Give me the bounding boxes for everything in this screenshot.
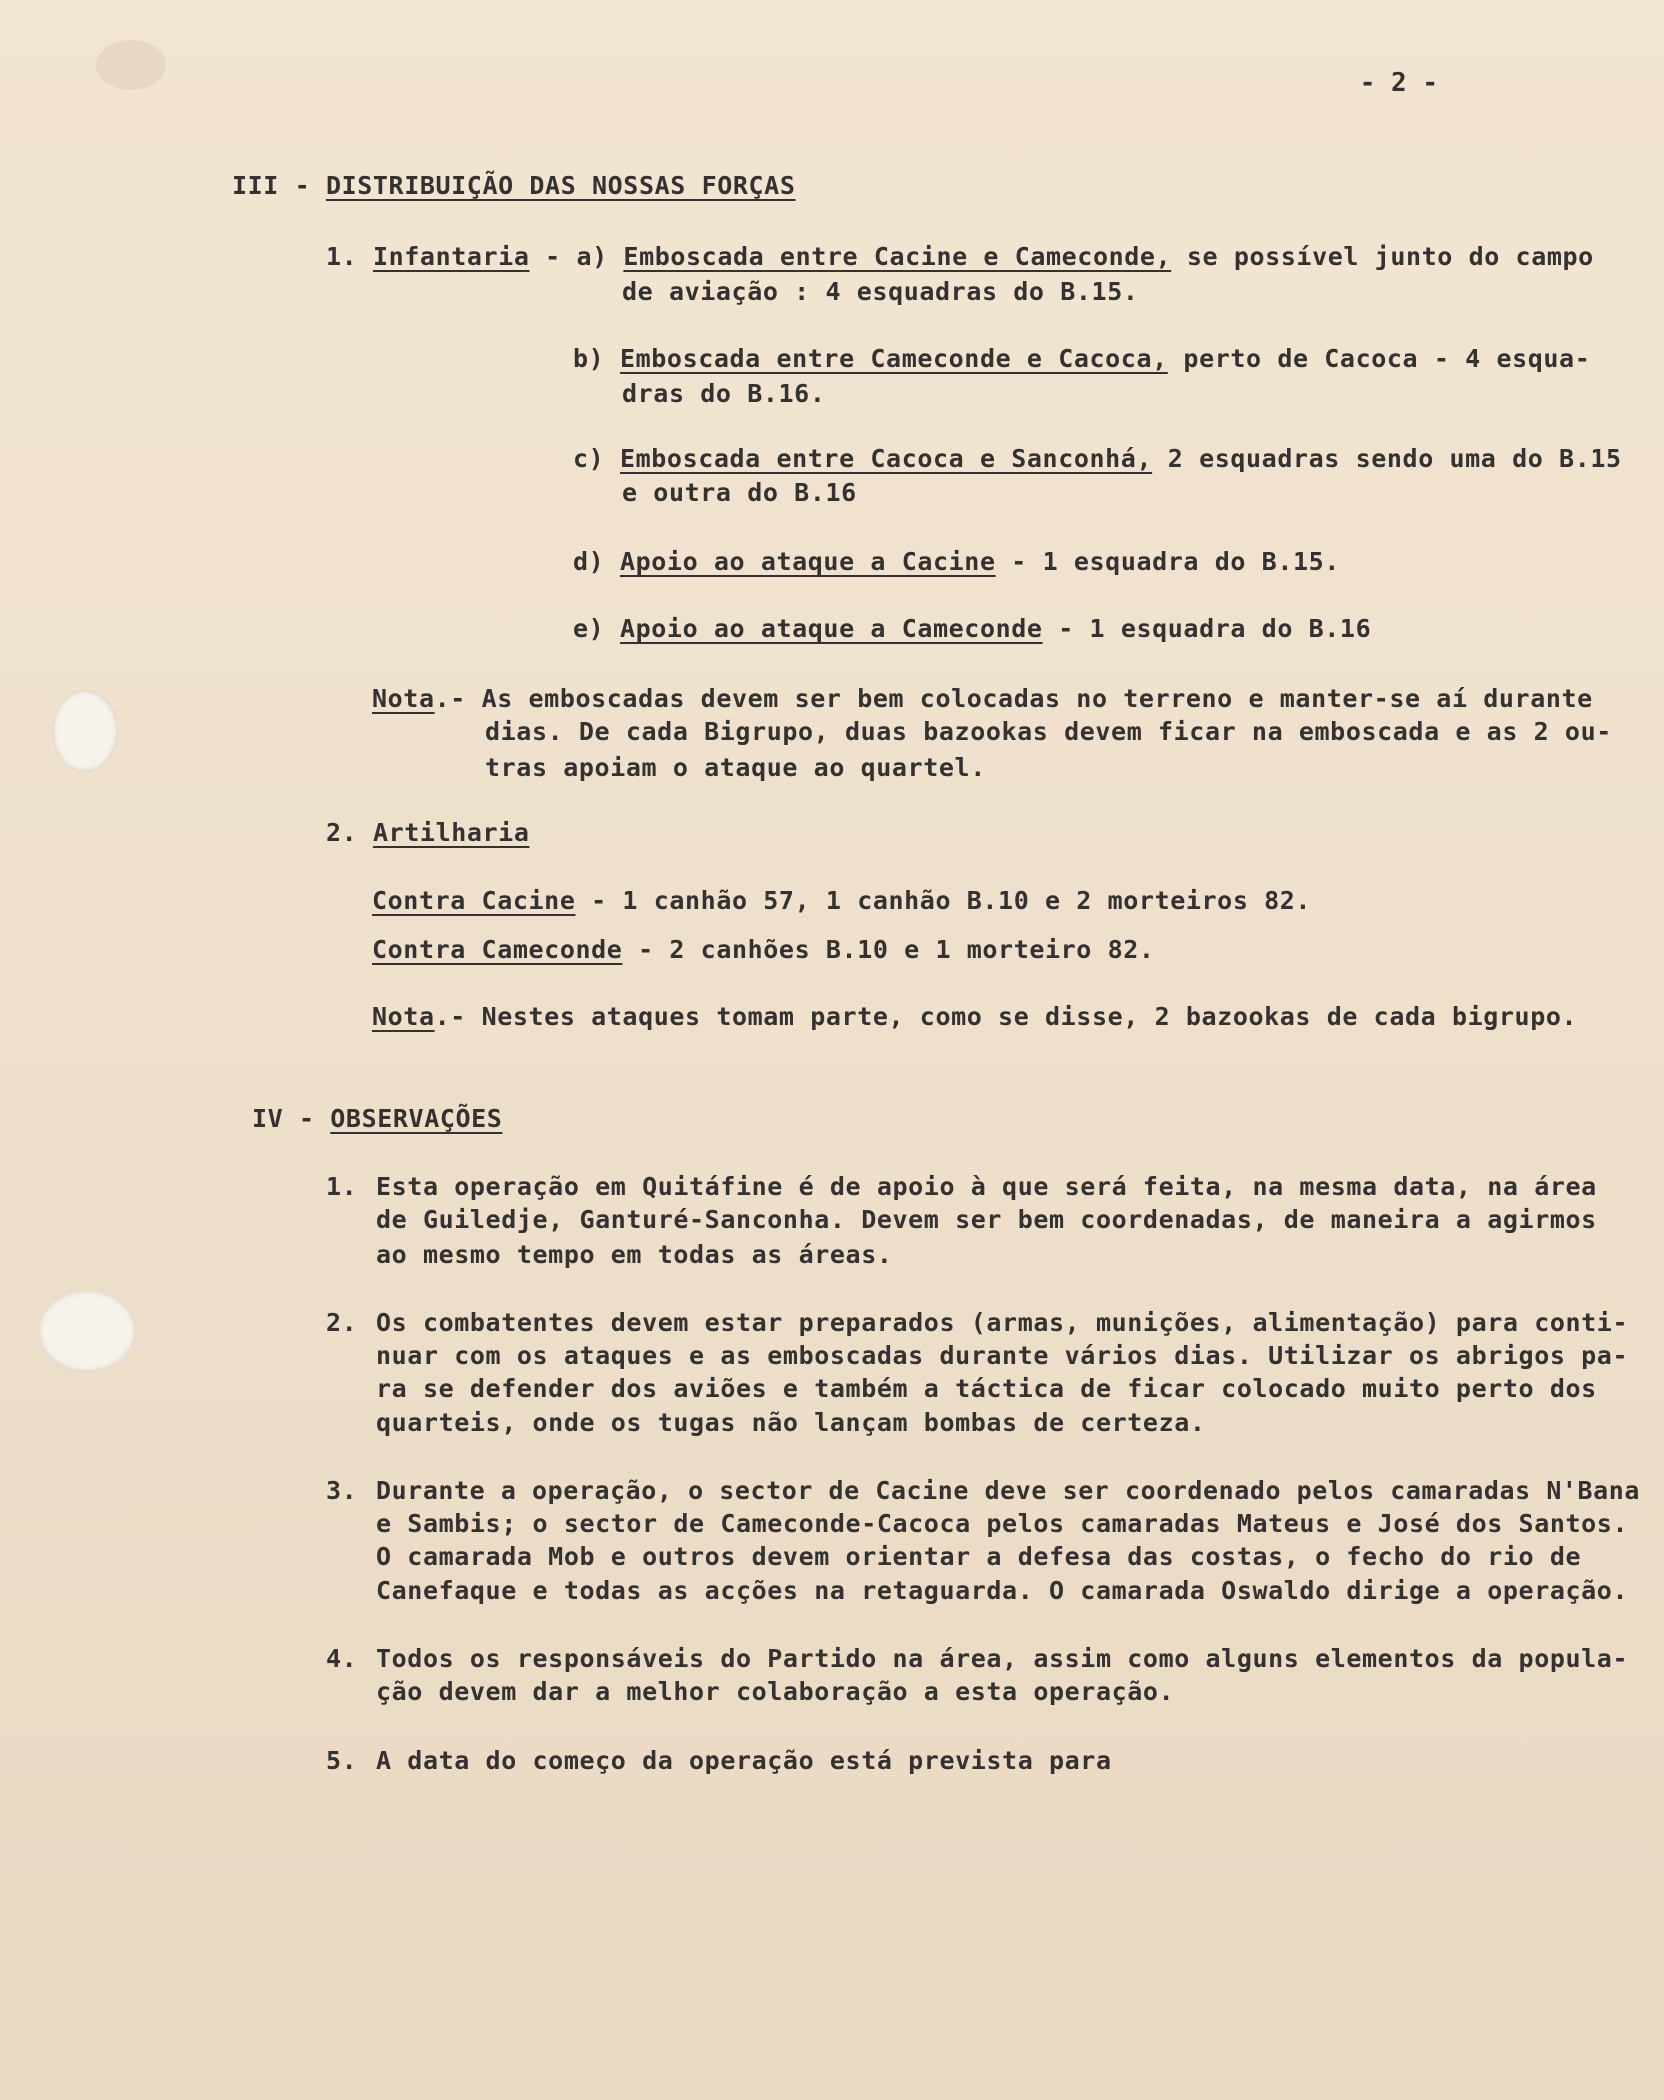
punched-hole-bottom	[38, 1290, 136, 1372]
infantaria-line-a2: de aviação : 4 esquadras do B.15.	[622, 277, 1139, 306]
infantaria-line-c2: e outra do B.16	[622, 478, 857, 507]
item-number: 2.	[326, 818, 358, 847]
artilharia-cacine	[372, 888, 1311, 913]
contra-cacine-text: - 1 canhão 57, 1 canhão B.10 e 2 morteiros 82.	[575, 886, 1312, 915]
item-e-title: Apoio ao ataque a Cameconde	[619, 614, 1043, 643]
section-3-numeral: III	[232, 171, 279, 200]
artilharia-cameconde	[372, 937, 1155, 962]
obs-item-5-line: A data do começo da operação está prevista para	[376, 1746, 1112, 1775]
item-a-title: Emboscada entre Cacine e Cameconde,	[623, 242, 1172, 271]
obs-item-3-number: 3.	[326, 1476, 358, 1505]
item-d-text: - 1 esquadra do B.15.	[995, 547, 1340, 576]
infantaria-nota-line-2: dias. De cada Bigrupo, duas bazookas devem ficar na emboscada e as 2 ou-	[485, 717, 1612, 746]
artilharia-nota	[372, 1004, 1577, 1029]
obs-item-1-line: Esta operação em Quitáfine é de apoio à que será feita, na mesma data, na área	[376, 1172, 1597, 1201]
section-4-numeral: IV	[252, 1104, 284, 1133]
section-3-title: DISTRIBUIÇÃO DAS NOSSAS FORÇAS	[325, 171, 796, 200]
infantaria-line-b1	[573, 346, 1590, 371]
obs-item-2-line: quarteis, onde os tugas não lançam bombas de certeza.	[376, 1408, 1206, 1437]
item-c-text: 2 esquadras sendo uma do B.15	[1152, 444, 1622, 473]
obs-item-1-line: de Guiledje, Ganturé-Sanconha. Devem ser bem coordenadas, de maneira a agirmos	[376, 1205, 1597, 1234]
infantaria-line-c1	[573, 446, 1622, 471]
infantaria-line-b2: dras do B.16.	[622, 379, 826, 408]
infantaria-nota-line-3: tras apoiam o ataque ao quartel.	[485, 753, 986, 782]
item-letter: c)	[573, 444, 605, 473]
item-letter: d)	[573, 547, 605, 576]
nota-label: Nota	[372, 1002, 435, 1031]
infantaria-label: Infantaria	[372, 242, 530, 271]
item-number: 1.	[326, 242, 358, 271]
contra-cacine-label: Contra Cacine	[372, 886, 576, 915]
obs-item-3-line: Durante a operação, o sector de Cacine deve ser coordenado pelos camaradas N'Bana	[376, 1476, 1640, 1505]
obs-item-1-line: ao mesmo tempo em todas as áreas.	[376, 1240, 893, 1269]
obs-item-4-line: ção devem dar a melhor colaboração a esta operação.	[376, 1677, 1175, 1706]
item-a-text: se possível junto do campo	[1171, 242, 1594, 271]
infantaria-line-e	[573, 616, 1371, 641]
obs-item-1-number: 1.	[326, 1172, 358, 1201]
section-4-heading: IV - OBSERVAÇÕES	[252, 1104, 503, 1133]
obs-item-3-line: O camarada Mob e outros devem orientar a defesa das costas, o fecho do rio de	[376, 1542, 1582, 1571]
item-letter: a)	[576, 242, 608, 271]
contra-cameconde-text: - 2 canhões B.10 e 1 morteiro 82.	[622, 935, 1155, 964]
contra-cameconde-label: Contra Cameconde	[372, 935, 623, 964]
section-4-title: OBSERVAÇÕES	[330, 1104, 503, 1133]
infantaria-line-a1: 1. Infantaria - a) Emboscada entre Cacine e Cameconde, se possível junto do campo	[326, 242, 1594, 271]
item-d-title: Apoio ao ataque a Cacine	[619, 547, 996, 576]
obs-item-5-number: 5.	[326, 1746, 358, 1775]
item-e-text: - 1 esquadra do B.16	[1042, 614, 1372, 643]
obs-item-4-line: Todos os responsáveis do Partido na área, assim como alguns elementos da popula-	[376, 1644, 1629, 1673]
obs-item-4-number: 4.	[326, 1644, 358, 1673]
infantaria-line-d	[573, 549, 1340, 574]
item-b-title: Emboscada entre Cameconde e Cacoca,	[619, 344, 1168, 373]
artilharia-heading	[326, 820, 529, 845]
section-3-heading: III - DISTRIBUIÇÃO DAS NOSSAS FORÇAS	[232, 171, 796, 200]
punched-hole-top	[52, 690, 118, 772]
obs-item-2-line: ra se defender dos aviões e também a táctica de ficar colocado muito perto dos	[376, 1374, 1597, 1403]
infantaria-nota-line-1	[372, 686, 1593, 711]
obs-item-3-line: Canefaque e todas as acções na retaguarda. O camarada Oswaldo dirige a operação.	[376, 1576, 1629, 1605]
nota-label: Nota	[372, 684, 435, 713]
item-letter: e)	[573, 614, 605, 643]
obs-item-2-line: Os combatentes devem estar preparados (armas, munições, alimentação) para conti-	[376, 1308, 1629, 1337]
item-letter: b)	[573, 344, 605, 373]
obs-item-3-line: e Sambis; o sector de Cameconde-Cacoca pelos camaradas Mateus e José dos Santos.	[376, 1509, 1629, 1538]
obs-item-2-number: 2.	[326, 1308, 358, 1337]
obs-item-2-line: nuar com os ataques e as emboscadas durante vários dias. Utilizar os abrigos pa-	[376, 1341, 1629, 1370]
page-number: - 2 -	[1359, 68, 1438, 98]
paper-stain	[96, 40, 166, 90]
item-b-text: perto de Cacoca - 4 esqua-	[1167, 344, 1591, 373]
artilharia-label: Artilharia	[372, 818, 530, 847]
item-c-title: Emboscada entre Cacoca e Sanconhá,	[619, 444, 1153, 473]
nota-text: .- Nestes ataques tomam parte, como se disse, 2 bazookas de cada bigrupo.	[434, 1002, 1578, 1031]
nota-text: .- As emboscadas devem ser bem colocadas no terreno e manter-se aí durante	[434, 684, 1593, 713]
